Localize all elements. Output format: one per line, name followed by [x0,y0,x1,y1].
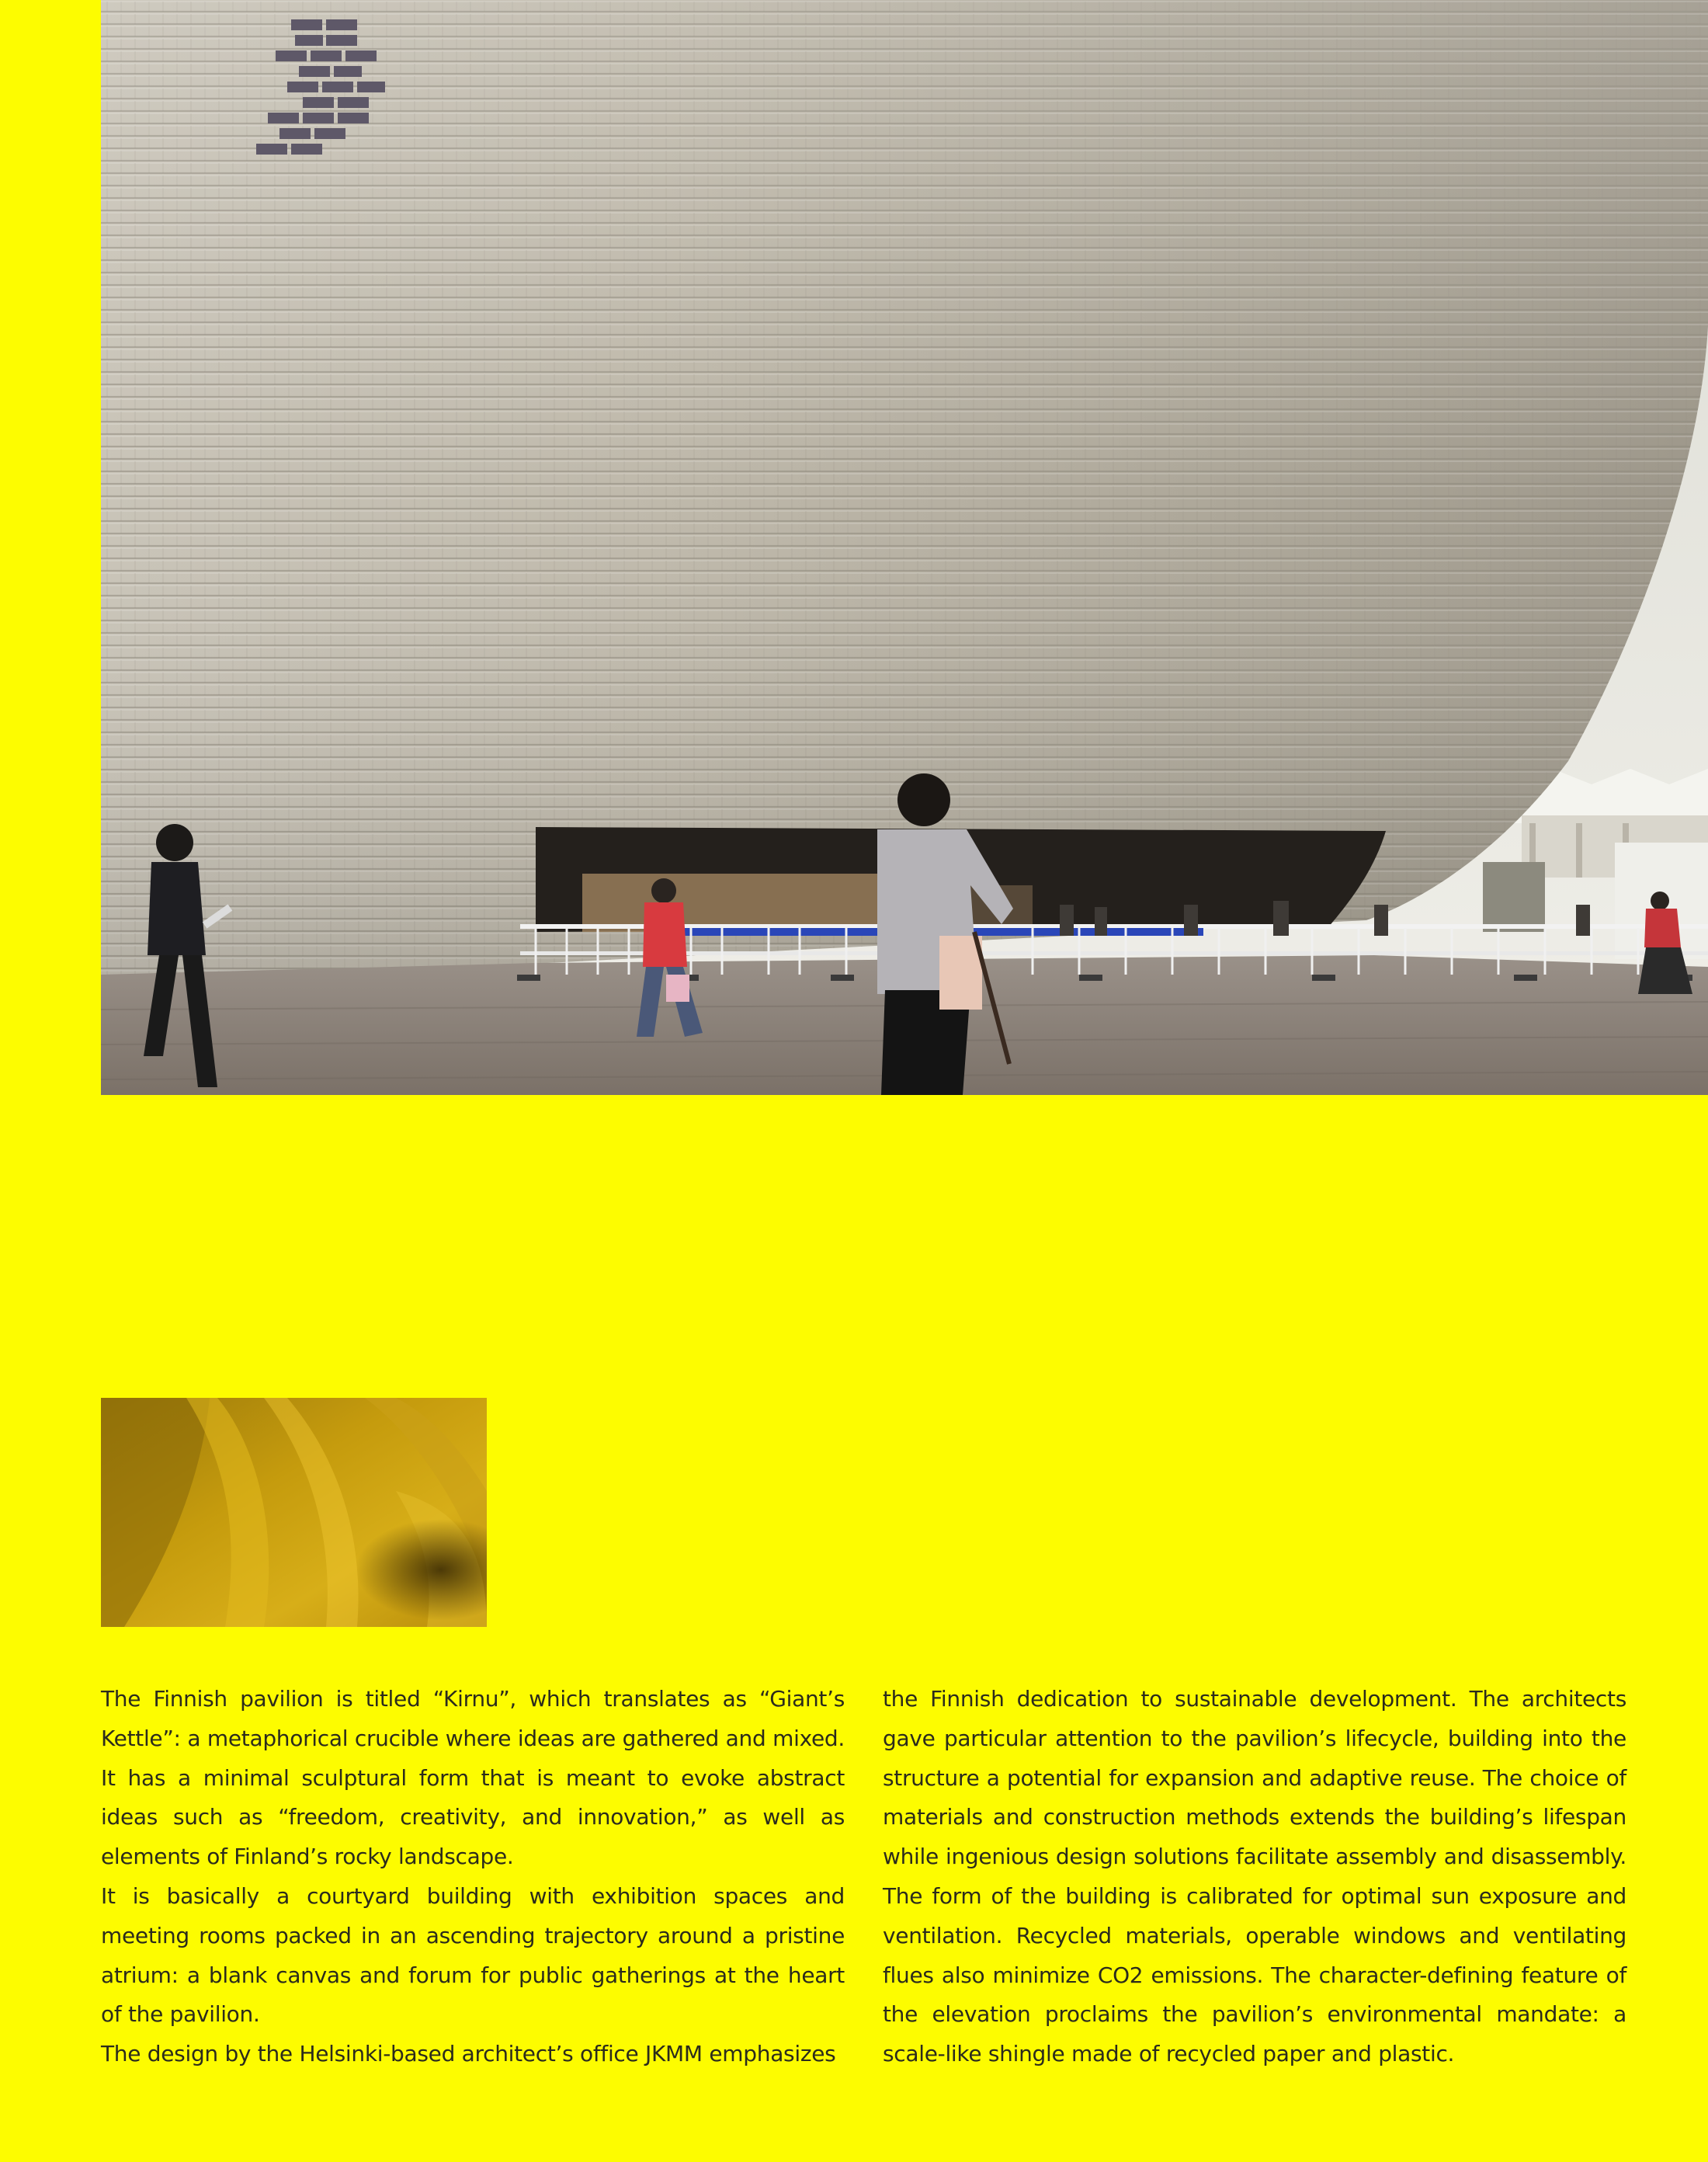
article-column-right [883,1680,1626,2074]
paragraph-kirnu-intro: The Finnish pavilion is titled “Kirnu”, which translates as “Giant’s Kettle”: a metaphorical crucible where ideas are gathered and mixed. It has a minimal sculptural form that is meant to evoke abstract ideas such as “freedom, creativity, and innovation,” as well as elements of Finland’s rocky landscape. [101,1686,845,1870]
paragraph-sustainability: the Finnish dedication to sustainable development. The architects gave particular attention to the pavilion’s lifecycle, building into the structure a potential for expansion and adaptive reuse. The choice of materials and construction methods extends the building’s lifespan while ingenious design solutions facilitate assembly and disassembly. The form of the building is calibrated for optimal sun exposure and ventilation. Recycled materials, operable windows and ventilating flues also minimize CO2 emissions. The character-defining feature of the elevation proclaims the pavilion’s environmental mandate: a scale-like shingle made of recycled paper and plastic. [883,1686,1626,2067]
atrium-detail-photo [101,1398,487,1627]
paragraph-courtyard: It is basically a courtyard building with exhibition spaces and meeting rooms packed in an ascending trajectory around a pristine atrium: a blank canvas and forum for public gatherings at the heart of the pavilion. [101,1882,845,2028]
pavilion-facade-photo [101,0,1708,1095]
paragraph-jkmm-start: The design by the Helsinki-based architect’s office JKMM emphasizes [101,2041,836,2067]
article-column-left [101,1680,845,2074]
